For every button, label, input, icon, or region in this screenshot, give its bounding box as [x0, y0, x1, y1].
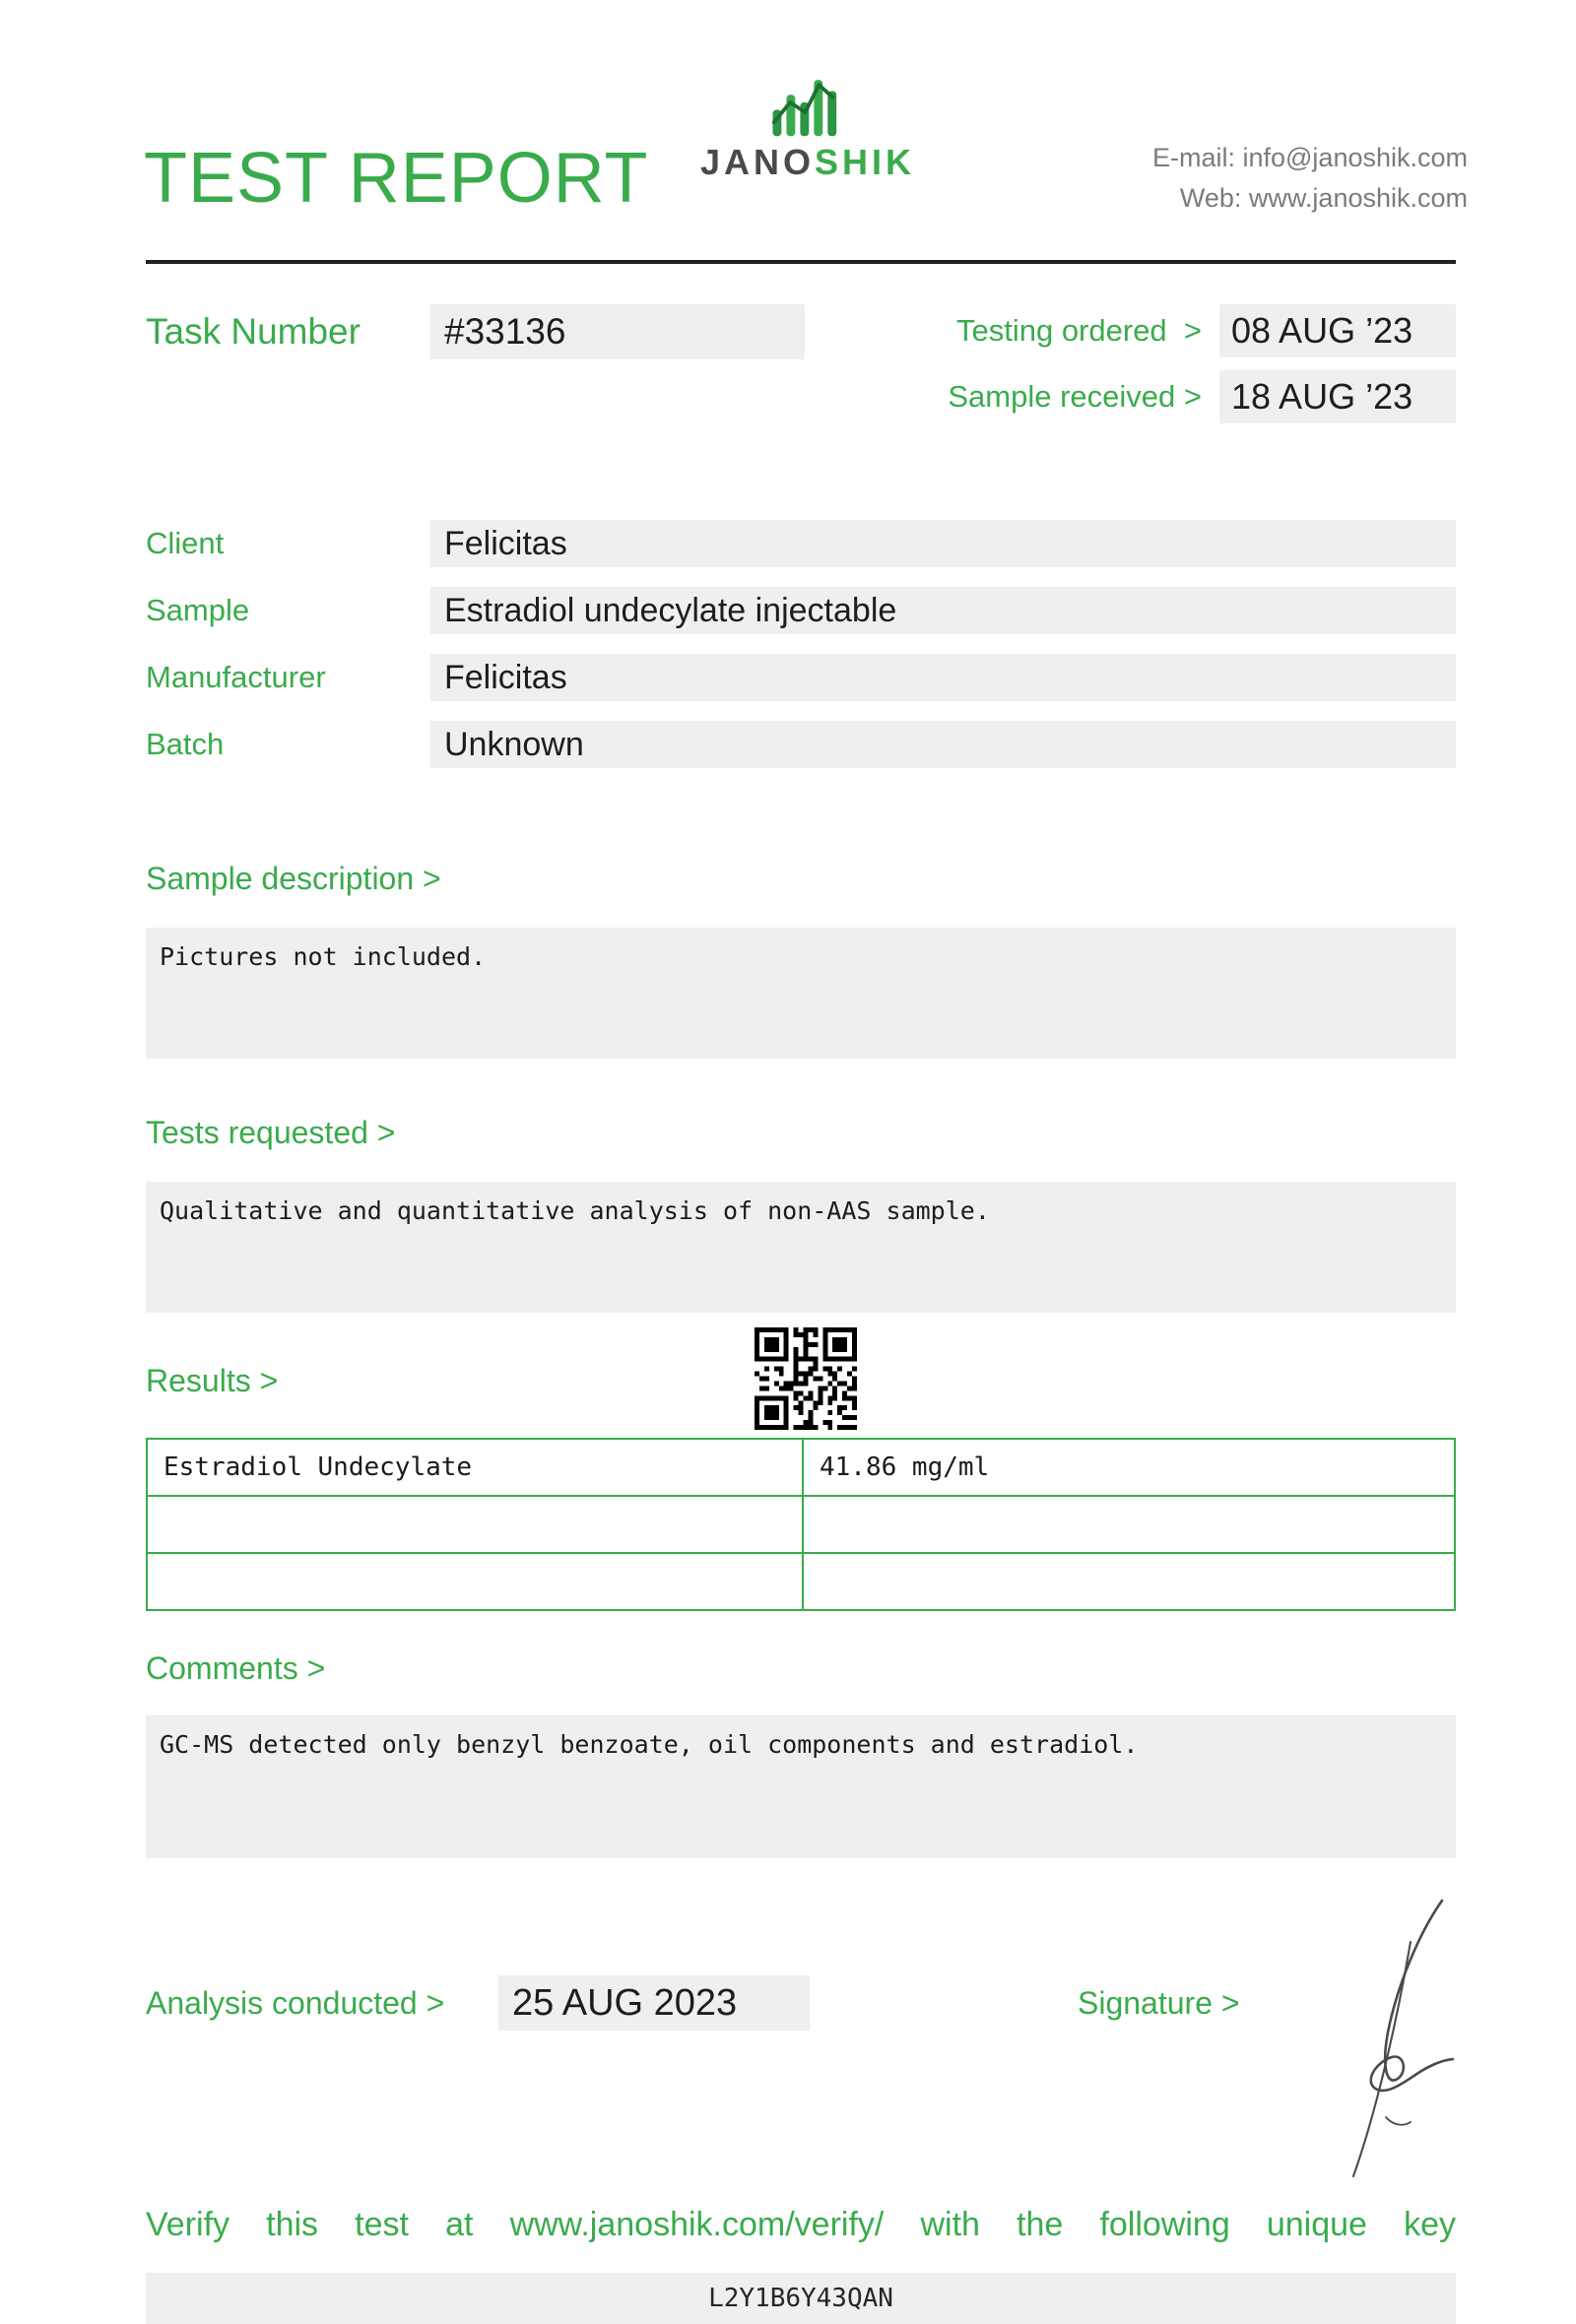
sample-received-row	[837, 370, 1456, 423]
result-substance: Estradiol Undecylate	[147, 1439, 803, 1496]
comments-box: GC-MS detected only benzyl benzoate, oil components and estradiol.	[146, 1715, 1456, 1858]
signature-label: Signature >	[1078, 1985, 1240, 2021]
sample-received-value: 18 AUG ’23	[1219, 370, 1456, 423]
results-table	[146, 1438, 1456, 1611]
batch-row	[146, 721, 1456, 768]
verify-instruction: Verify this test at www.janoshik.com/verify/ with the following unique key	[146, 2206, 1456, 2243]
results-row	[147, 1553, 1455, 1610]
email-line	[1152, 138, 1468, 178]
contact-info	[1152, 138, 1468, 219]
manufacturer-label: Manufacturer	[146, 660, 326, 694]
results-row	[147, 1496, 1455, 1553]
logo-bars-icon	[761, 75, 854, 140]
verify-key: L2Y1B6Y43QAN	[146, 2273, 1456, 2324]
results-heading: Results >	[146, 1363, 279, 1398]
testing-ordered-label: Testing ordered >	[955, 313, 1202, 348]
manufacturer-value: Felicitas	[430, 654, 1456, 701]
sample-description-box: Pictures not included.	[146, 928, 1456, 1059]
sample-description-heading: Sample description >	[146, 861, 441, 896]
result-amount	[803, 1496, 1455, 1553]
logo-text-jano: JANO	[699, 142, 815, 182]
tests-requested-heading: Tests requested >	[146, 1115, 396, 1150]
web-label: Web:	[1179, 183, 1242, 213]
testing-ordered-row	[837, 304, 1456, 357]
signature-scribble	[1292, 1893, 1470, 2188]
janoshik-logo	[680, 75, 936, 183]
testing-ordered-value: 08 AUG ’23	[1219, 304, 1456, 357]
result-substance	[147, 1496, 803, 1553]
task-number-value: #33136	[430, 304, 805, 359]
analysis-conducted-label: Analysis conducted >	[146, 1985, 445, 2021]
sample-value: Estradiol undecylate injectable	[430, 587, 1456, 634]
manufacturer-row	[146, 654, 1456, 701]
client-label: Client	[146, 526, 225, 560]
batch-value: Unknown	[430, 721, 1456, 768]
result-amount: 41.86 mg/ml	[803, 1439, 1455, 1496]
email-value: info@janoshik.com	[1242, 143, 1468, 172]
email-label: E-mail:	[1151, 143, 1235, 172]
analysis-conducted-value: 25 AUG 2023	[498, 1975, 810, 2031]
results-row	[147, 1439, 1455, 1496]
tests-requested-box: Qualitative and quantitative analysis of non-AAS sample.	[146, 1182, 1456, 1313]
web-value: www.janoshik.com	[1248, 183, 1468, 213]
logo-text-shik: SHIK	[815, 142, 916, 182]
client-value: Felicitas	[430, 520, 1456, 567]
sample-received-label: Sample received >	[948, 379, 1202, 414]
sample-label: Sample	[146, 593, 250, 627]
task-number-label: Task Number	[146, 311, 361, 352]
qr-code	[755, 1327, 857, 1430]
sample-row	[146, 587, 1456, 634]
batch-label: Batch	[146, 727, 225, 761]
header-divider	[146, 260, 1456, 264]
comments-heading: Comments >	[146, 1650, 326, 1686]
result-amount	[803, 1553, 1455, 1610]
page-title: TEST REPORT	[144, 139, 649, 218]
logo-wordmark	[680, 142, 936, 183]
client-row	[146, 520, 1456, 567]
result-substance	[147, 1553, 803, 1610]
web-line	[1152, 178, 1468, 219]
